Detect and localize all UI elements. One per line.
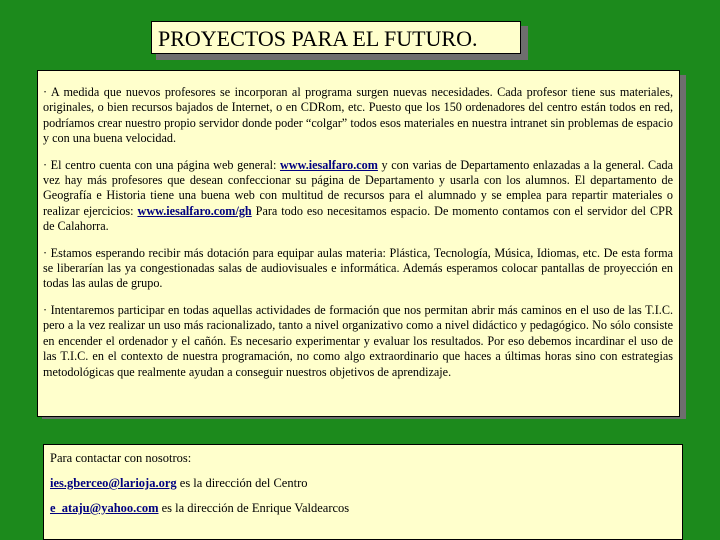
paragraph-2-text-b: y con varias de Departamento enlazadas a la general. Cada vez hay más profesores que desean confeccionar su página de Departamento y usarla con los alumnos. El departamento de Geografía e Historia tiene una buena web con multitud de recursos para el alumnado y se emplea para repartir materiales o realizar ejercicios:	[43, 157, 673, 218]
contact-line-2	[50, 501, 676, 516]
paragraph-2	[43, 158, 673, 235]
contact-line-1	[50, 476, 676, 491]
contact-heading: Para contactar con nosotros:	[50, 451, 192, 465]
contact-line-1-desc: es la dirección del Centro	[176, 476, 308, 490]
paragraph-2-text-a: · El centro cuenta con una página web general:	[43, 157, 280, 172]
paragraph-2-text-c: Para todo eso necesitamos espacio. De momento contamos con el servidor del CPR de Calahorra.	[43, 203, 674, 234]
main-panel	[37, 70, 680, 417]
paragraph-4: · Intentaremos participar en todas aquellas actividades de formación que nos permitan abrir más caminos en el uso de las T.I.C. pero a la vez realizar un uso más racionalizado, tanto a nivel organizativo como a nivel didáctico y pedagógico. No sólo consiste en encender el ordenador y el cañón. Es necesario experimentar y evaluar los resultados. Por eso debemos incardinar el uso de las T.I.C. en el contexto de nuestra programación, no como algo extraordinario que haces a últimas horas sino con estrategias metodológicas que realmente ayudan a conseguir nuestros objetivos de aprendizaje.	[43, 302, 673, 379]
link-iesalfaro-gh[interactable]: www.iesalfaro.com/gh	[137, 203, 252, 218]
page-title: PROYECTOS PARA EL FUTURO.	[151, 21, 521, 54]
link-iesalfaro[interactable]: www.iesalfaro.com	[279, 157, 378, 172]
paragraph-1: · A medida que nuevos profesores se incorporan al programa surgen nuevas necesidades. Cada profesor tiene sus materiales, originales, o bien recursos bajados de Internet, o en CDRom, etc. Puesto que los 150 ordenadores del centro están todos en red, podríamos crear nuestro propio servidor donde poder “colgar” todos esos materiales en nuestra intranet sin problemas de espacio y con una buena velocidad.	[43, 85, 673, 146]
email-link-enrique[interactable]: e_ataju@yahoo.com	[50, 501, 159, 515]
paragraph-3: · Estamos esperando recibir más dotación para equipar aulas materia: Plástica, Tecnología, Música, Idiomas, etc. De esta forma se liberarían las ya congestionadas salas de audiovisuales e informática. Además esperamos colocar pantallas de proyección en todas las aulas de grupo.	[43, 245, 673, 291]
contact-panel	[43, 444, 683, 540]
contact-line-2-desc: es la dirección de Enrique Valdearcos	[158, 501, 350, 515]
email-link-center[interactable]: ies.gberceo@larioja.org	[50, 476, 177, 490]
